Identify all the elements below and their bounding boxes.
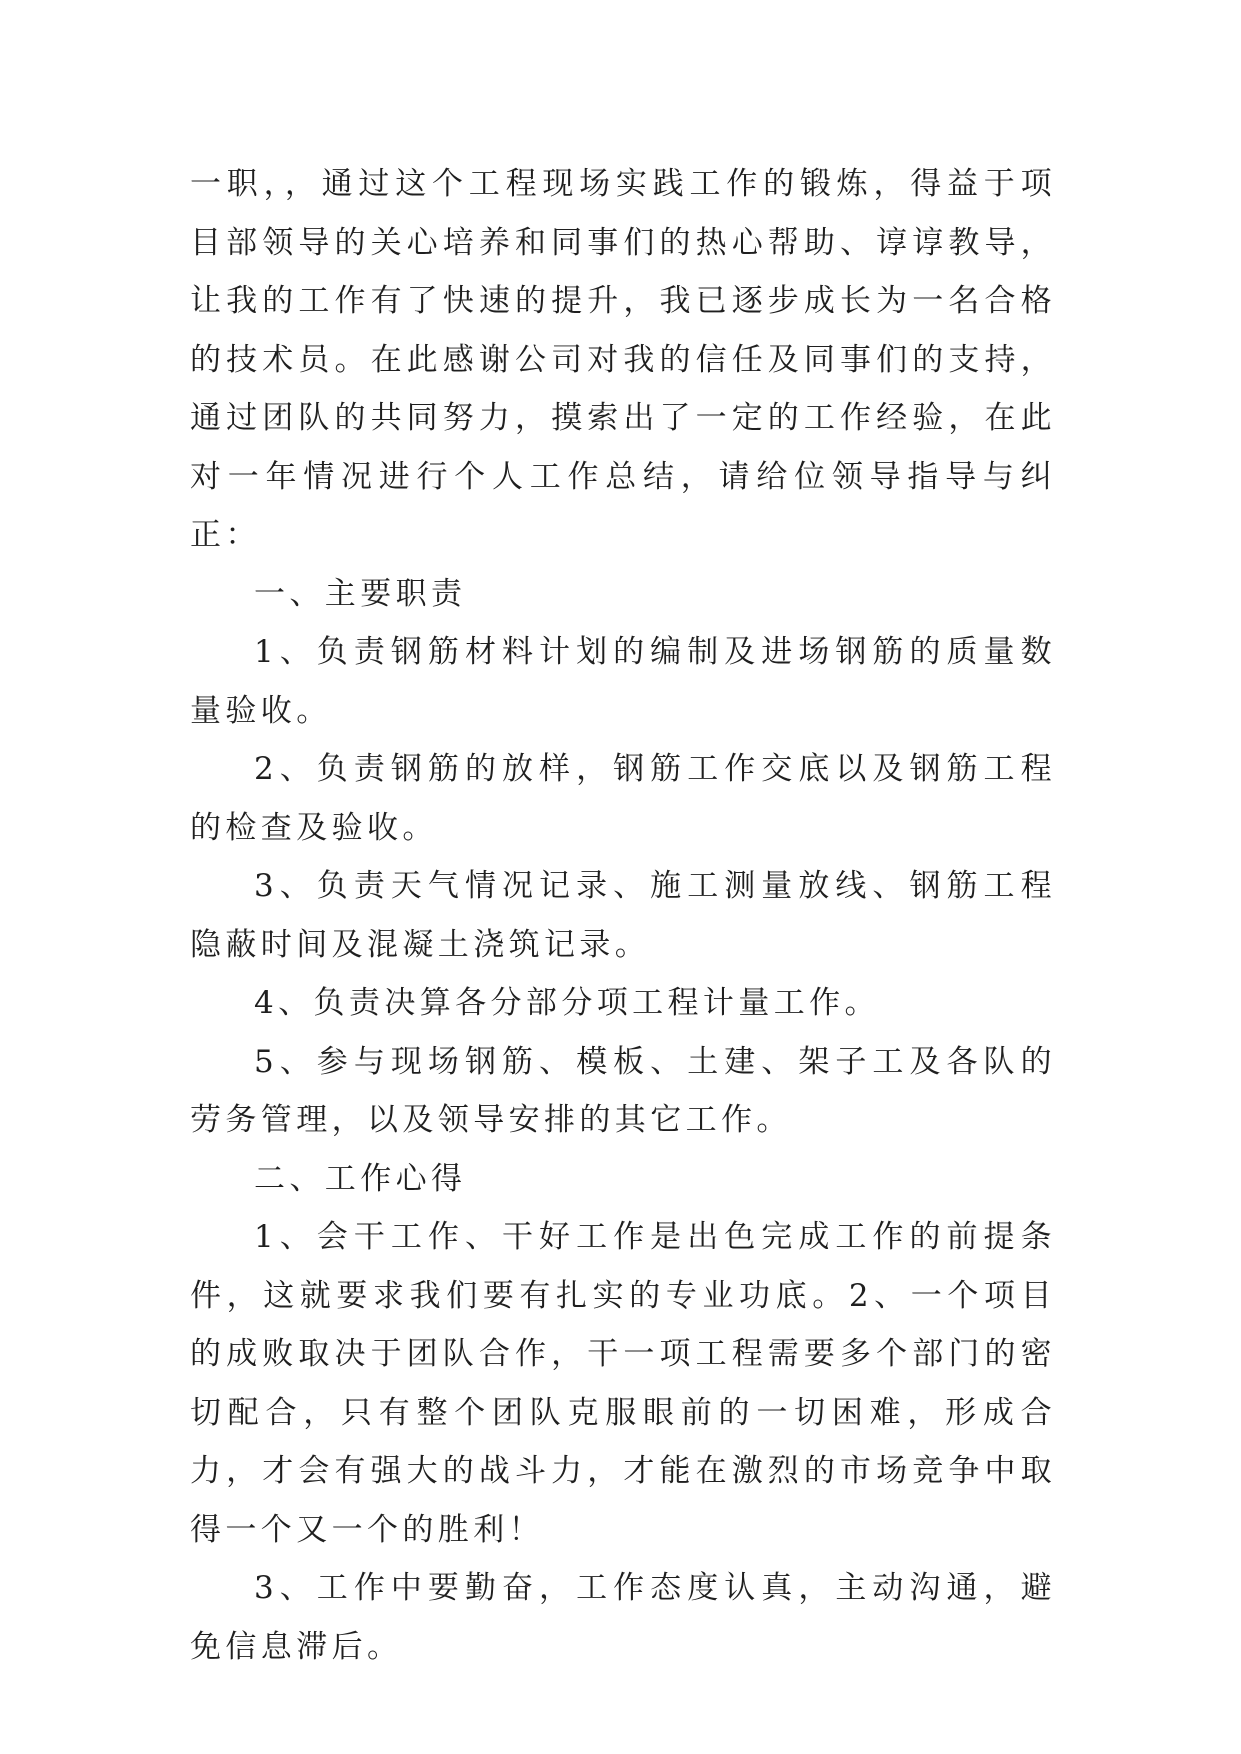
section-heading-main-duties: 一、主要职责 (254, 575, 467, 612)
duty-item-3: 3、负责天气情况记录、施工测量放线、钢筋工程隐蔽时间及混凝土浇筑记录。 (190, 868, 1056, 963)
section-heading-work-insights: 二、工作心得 (254, 1160, 467, 1197)
paragraph-intro-continuation: 一职，，通过这个工程现场实践工作的锻炼，得益于项目部领导的关心培养和同事们的热心帮助、谆谆教导，让我的工作有了快速的提升，我已逐步成长为一名合格的技术员。在此感谢公司对我的信任及同事们的支持，通过团队的共同努力，摸索出了一定的工作经验，在此对一年情况进行个人工作总结，请给位领导指导与纠正： (190, 166, 1056, 553)
duty-item-1: 1、负责钢筋材料计划的编制及进场钢筋的质量数量验收。 (190, 634, 1056, 729)
duty-item-2: 2、负责钢筋的放样，钢筋工作交底以及钢筋工程的检查及验收。 (190, 751, 1056, 846)
insight-item-3: 3、工作中要勤奋，工作态度认真，主动沟通，避免信息滞后。 (190, 1570, 1056, 1665)
duty-item-4: 4、负责决算各分部分项工程计量工作。 (254, 985, 880, 1021)
document-body (190, 155, 1056, 1676)
duty-item-5: 5、参与现场钢筋、模板、土建、架子工及各队的劳务管理，以及领导安排的其它工作。 (190, 1043, 1056, 1138)
insight-item-1-2: 1、会干工作、干好工作是出色完成工作的前提条件，这就要求我们要有扎实的专业功底。2、一个项目的成败取决于团队合作，干一项工程需要多个部门的密切配合，只有整个团队克服眼前的一切困难，形成合力，才会有强大的战斗力，才能在激烈的市场竞争中取得一个又一个的胜利！ (190, 1219, 1056, 1548)
